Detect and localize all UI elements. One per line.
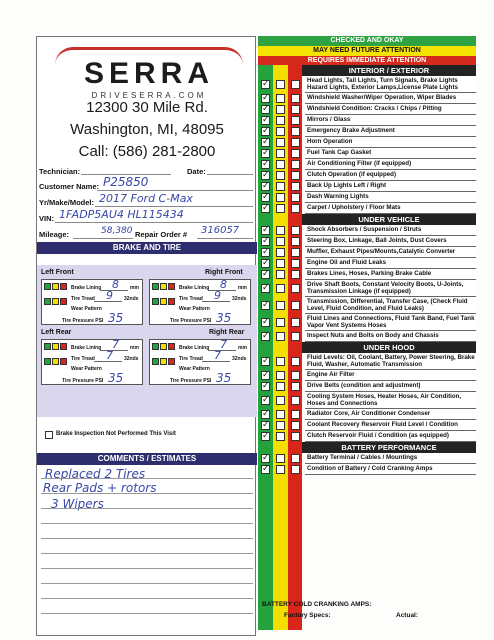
red-checkbox[interactable] bbox=[291, 138, 300, 147]
lf-lining-value[interactable]: 8 bbox=[112, 278, 119, 291]
vin-line bbox=[55, 222, 253, 223]
checklist-item bbox=[258, 314, 476, 331]
yellow-checkbox[interactable] bbox=[276, 371, 285, 380]
yellow-checkbox[interactable] bbox=[276, 105, 285, 114]
green-checkbox[interactable]: ✓ bbox=[262, 258, 270, 268]
rr-yellow-box[interactable] bbox=[160, 343, 167, 350]
rf-wear-label: Wear Pattern bbox=[179, 306, 210, 312]
comment-rule bbox=[41, 598, 253, 599]
comment-rule bbox=[41, 553, 253, 554]
checklist-panel bbox=[258, 36, 476, 630]
checklist-item-label: Air Conditioning Filter (if equipped) bbox=[305, 159, 476, 170]
checklist-item-label: Muffler, Exhaust Pipes/Mounts,Catalytic Converter bbox=[305, 247, 476, 258]
rr-psi-label: Tire Pressure PSI bbox=[170, 378, 212, 384]
left-front-label: Left Front bbox=[41, 269, 74, 276]
checklist-item-label: Dash Warning Lights bbox=[305, 192, 476, 203]
green-checkbox[interactable]: ✓ bbox=[262, 79, 270, 89]
comments-header: COMMENTS / ESTIMATES bbox=[37, 453, 257, 465]
green-checkbox[interactable]: ✓ bbox=[262, 356, 270, 366]
yellow-checkbox[interactable] bbox=[276, 160, 285, 169]
right-front-box bbox=[149, 279, 251, 325]
yellow-checkbox[interactable] bbox=[276, 270, 285, 279]
red-checkbox[interactable] bbox=[291, 454, 300, 463]
technician-label: Technician: bbox=[39, 167, 81, 176]
lr-red-box-2[interactable] bbox=[60, 358, 67, 365]
rf-lining-value[interactable]: 8 bbox=[220, 278, 227, 291]
rf-nds-label: 32nds bbox=[232, 296, 247, 302]
section-header: UNDER HOOD bbox=[302, 342, 476, 353]
red-checkbox[interactable] bbox=[291, 149, 300, 158]
ymm-line bbox=[95, 206, 253, 207]
checklist-item bbox=[258, 203, 476, 214]
checklist-item bbox=[258, 76, 476, 93]
repair-order-label: Repair Order # bbox=[135, 230, 188, 239]
yellow-checkbox[interactable] bbox=[276, 226, 285, 235]
rf-green-box-2[interactable] bbox=[152, 298, 159, 305]
lr-psi-label: Tire Pressure PSI bbox=[62, 378, 104, 384]
green-checkbox[interactable]: ✓ bbox=[262, 236, 270, 246]
checklist-item bbox=[258, 392, 476, 409]
lf-red-box[interactable] bbox=[60, 283, 67, 290]
red-checkbox[interactable] bbox=[291, 371, 300, 380]
left-front-box bbox=[41, 279, 143, 325]
checklist-item-label: Horn Operation bbox=[305, 137, 476, 148]
yellow-checkbox[interactable] bbox=[276, 149, 285, 158]
checklist-item bbox=[258, 353, 476, 370]
green-checkbox[interactable]: ✓ bbox=[262, 181, 270, 191]
yellow-checkbox[interactable] bbox=[276, 80, 285, 89]
legend-red: REQUIRES IMMEDIATE ATTENTION bbox=[258, 56, 476, 65]
checklist-item bbox=[258, 93, 476, 104]
lr-tread-label: Tire Tread bbox=[71, 356, 95, 362]
lr-nds-label: 32nds bbox=[124, 356, 139, 362]
comment-rule bbox=[41, 538, 253, 539]
checklist-item-label: Brakes Lines, Hoses, Parking Brake Cable bbox=[305, 269, 476, 280]
yellow-checkbox[interactable] bbox=[276, 454, 285, 463]
checklist-item-label: Battery Terminal / Cables / Mountings bbox=[305, 453, 476, 464]
yellow-checkbox[interactable] bbox=[276, 357, 285, 366]
red-checkbox[interactable] bbox=[291, 204, 300, 213]
lf-psi-value[interactable]: 35 bbox=[108, 311, 124, 325]
rr-wear-label: Wear Pattern bbox=[179, 366, 210, 372]
lf-wear-label: Wear Pattern bbox=[71, 306, 102, 312]
yellow-checkbox[interactable] bbox=[276, 138, 285, 147]
comment-line-2[interactable]: Rear Pads + rotors bbox=[43, 481, 157, 495]
battery-cca-title: BATTERY COLD CRANKING AMPS: bbox=[262, 601, 372, 608]
yellow-checkbox[interactable] bbox=[276, 248, 285, 257]
red-checkbox[interactable] bbox=[291, 248, 300, 257]
legend-green: CHECKED AND OKAY bbox=[258, 36, 476, 46]
checklist-item bbox=[258, 159, 476, 170]
yellow-checkbox[interactable] bbox=[276, 127, 285, 136]
comment-rule bbox=[41, 493, 253, 494]
logo-website: DRIVESERRA.COM bbox=[91, 91, 207, 100]
checklist-item-label: Coolant Recovery Reservoir Fluid Level / Condition bbox=[305, 420, 476, 431]
repair-order-line bbox=[197, 238, 253, 239]
yellow-checkbox[interactable] bbox=[276, 421, 285, 430]
address-line-2: Washington, MI, 48095 bbox=[70, 121, 224, 138]
comment-rule bbox=[41, 613, 253, 614]
rf-psi-value[interactable]: 35 bbox=[216, 311, 232, 325]
lf-tread-label: Tire Tread bbox=[71, 296, 95, 302]
checklist-item bbox=[258, 115, 476, 126]
red-checkbox[interactable] bbox=[291, 193, 300, 202]
red-checkbox[interactable] bbox=[291, 382, 300, 391]
section-header: UNDER VEHICLE bbox=[302, 214, 476, 225]
lr-mm-label: mm bbox=[130, 345, 139, 351]
rr-green-box[interactable] bbox=[152, 343, 159, 350]
rf-red-box-2[interactable] bbox=[168, 298, 175, 305]
checklist-item-label: Steering Box, Linkage, Ball Joints, Dust Covers bbox=[305, 236, 476, 247]
right-front-label: Right Front bbox=[205, 269, 243, 276]
green-checkbox[interactable]: ✓ bbox=[262, 395, 270, 405]
yellow-checkbox[interactable] bbox=[276, 193, 285, 202]
green-checkbox[interactable]: ✓ bbox=[262, 159, 270, 169]
green-checkbox[interactable]: ✓ bbox=[262, 225, 270, 235]
yellow-checkbox[interactable] bbox=[276, 396, 285, 405]
rf-red-box[interactable] bbox=[168, 283, 175, 290]
yellow-checkbox[interactable] bbox=[276, 259, 285, 268]
checklist-item-label: Engine Air Filter bbox=[305, 370, 476, 381]
checklist-item bbox=[258, 370, 476, 381]
yellow-checkbox[interactable] bbox=[276, 94, 285, 103]
red-checkbox[interactable] bbox=[291, 332, 300, 341]
red-checkbox[interactable] bbox=[291, 116, 300, 125]
left-rear-label: Left Rear bbox=[41, 329, 72, 336]
customer-value[interactable]: P25850 bbox=[103, 175, 149, 189]
red-checkbox[interactable] bbox=[291, 259, 300, 268]
lf-psi-label: Tire Pressure PSI bbox=[62, 318, 104, 324]
comment-rule bbox=[41, 478, 253, 479]
green-checkbox[interactable]: ✓ bbox=[262, 170, 270, 180]
lf-green-box[interactable] bbox=[44, 283, 51, 290]
yellow-checkbox[interactable] bbox=[276, 382, 285, 391]
lf-mm-label: mm bbox=[130, 285, 139, 291]
checklist-item-label: Shock Absorbers / Suspension / Struts bbox=[305, 225, 476, 236]
checklist-item-label: Windshield Washer/Wiper Operation, Wiper Blades bbox=[305, 93, 476, 104]
serra-logo bbox=[51, 47, 247, 100]
checklist-item-label: Cooling System Hoses, Heater Hoses, Air Condition, Hoses and Connections bbox=[305, 392, 476, 409]
comment-line-1[interactable]: Replaced 2 Tires bbox=[45, 467, 146, 481]
tire-section bbox=[37, 265, 257, 417]
red-checkbox[interactable] bbox=[291, 237, 300, 246]
green-checkbox[interactable]: ✓ bbox=[262, 247, 270, 257]
checklist-item bbox=[258, 225, 476, 236]
checklist-item-label: Inspect Nuts and Bolts on Body and Chassis bbox=[305, 331, 476, 342]
rr-red-box-2[interactable] bbox=[168, 358, 175, 365]
ymm-label: Yr/Make/Model: bbox=[39, 198, 95, 207]
lf-green-box-2[interactable] bbox=[44, 298, 51, 305]
green-checkbox[interactable]: ✓ bbox=[262, 93, 270, 103]
checklist-item-label: Emergency Brake Adjustment bbox=[305, 126, 476, 137]
rf-mm-label: mm bbox=[238, 285, 247, 291]
green-checkbox[interactable]: ✓ bbox=[262, 453, 270, 463]
red-checkbox[interactable] bbox=[291, 270, 300, 279]
comment-rule bbox=[41, 568, 253, 569]
green-checkbox[interactable]: ✓ bbox=[262, 420, 270, 430]
checklist-item bbox=[258, 126, 476, 137]
red-checkbox[interactable] bbox=[291, 301, 300, 310]
red-checkbox[interactable] bbox=[291, 396, 300, 405]
logo-name: SERRA bbox=[83, 57, 214, 90]
checklist-item-label: Back Up Lights Left / Right bbox=[305, 181, 476, 192]
yellow-checkbox[interactable] bbox=[276, 410, 285, 419]
rf-yellow-box[interactable] bbox=[160, 283, 167, 290]
checklist-item bbox=[258, 464, 476, 475]
section-header: BATTERY PERFORMANCE bbox=[302, 442, 476, 453]
red-checkbox[interactable] bbox=[291, 421, 300, 430]
checklist-item-label: Drive Belts (condition and adjustment) bbox=[305, 381, 476, 392]
red-checkbox[interactable] bbox=[291, 171, 300, 180]
red-checkbox[interactable] bbox=[291, 226, 300, 235]
green-checkbox[interactable]: ✓ bbox=[262, 203, 270, 213]
vin-label: VIN: bbox=[39, 214, 54, 223]
red-checkbox[interactable] bbox=[291, 432, 300, 441]
checklist-item-label: Windshield Condition: Cracks / Chips / Pitting bbox=[305, 104, 476, 115]
yellow-checkbox[interactable] bbox=[276, 116, 285, 125]
left-panel bbox=[36, 36, 256, 636]
lf-yellow-box[interactable] bbox=[52, 283, 59, 290]
checklist-item bbox=[258, 192, 476, 203]
yellow-checkbox[interactable] bbox=[276, 182, 285, 191]
brake-not-performed-label: Brake Inspection Not Performed This Visit bbox=[56, 431, 176, 437]
green-checkbox[interactable]: ✓ bbox=[262, 431, 270, 441]
comment-rule bbox=[41, 523, 253, 524]
brake-not-performed-checkbox[interactable] bbox=[45, 431, 53, 439]
rr-lining-value[interactable]: 7 bbox=[220, 338, 227, 351]
address-line-1: 12300 30 Mile Rd. bbox=[86, 99, 208, 116]
rf-yellow-box-2[interactable] bbox=[160, 298, 167, 305]
red-checkbox[interactable] bbox=[291, 80, 300, 89]
green-checkbox[interactable]: ✓ bbox=[262, 148, 270, 158]
red-checkbox[interactable] bbox=[291, 160, 300, 169]
green-checkbox[interactable]: ✓ bbox=[262, 283, 270, 293]
checklist-item bbox=[258, 280, 476, 297]
rr-mm-label: mm bbox=[238, 345, 247, 351]
rr-lining-label: Brake Lining bbox=[179, 345, 210, 351]
section-header: INTERIOR / EXTERIOR bbox=[302, 65, 476, 76]
repair-order-value[interactable]: 316057 bbox=[201, 225, 240, 236]
green-checkbox[interactable]: ✓ bbox=[262, 192, 270, 202]
green-checkbox[interactable]: ✓ bbox=[262, 126, 270, 136]
checklist-item bbox=[258, 269, 476, 280]
red-checkbox[interactable] bbox=[291, 105, 300, 114]
yellow-checkbox[interactable] bbox=[276, 432, 285, 441]
customer-line bbox=[97, 190, 253, 191]
red-checkbox[interactable] bbox=[291, 284, 300, 293]
comment-rule bbox=[41, 508, 253, 509]
yellow-checkbox[interactable] bbox=[276, 284, 285, 293]
lf-red-box-2[interactable] bbox=[60, 298, 67, 305]
yellow-checkbox[interactable] bbox=[276, 204, 285, 213]
actual-label: Actual: bbox=[396, 612, 419, 619]
rf-lining-label: Brake Lining bbox=[179, 285, 210, 291]
right-rear-box bbox=[149, 339, 251, 385]
right-rear-label: Right Rear bbox=[209, 329, 245, 336]
red-checkbox[interactable] bbox=[291, 410, 300, 419]
green-checkbox[interactable]: ✓ bbox=[262, 115, 270, 125]
red-checkbox[interactable] bbox=[291, 94, 300, 103]
green-checkbox[interactable]: ✓ bbox=[262, 269, 270, 279]
checklist-item-label: Clutch Operation (if equipped) bbox=[305, 170, 476, 181]
date-label: Date: bbox=[187, 167, 206, 176]
checklist-item-label: Transmission, Differential, Transfer Case, (Check Fluid Level, Fluid Condition, and Fluid Leaks) bbox=[305, 297, 476, 314]
checklist-item-label: Head Lights, Tail Lights, Turn Signals, Brake Lights Hazard Lights, Exterior Lamps,License Plate Lights bbox=[305, 76, 476, 93]
yellow-checkbox[interactable] bbox=[276, 237, 285, 246]
checklist-item-label: Mirrors / Glass bbox=[305, 115, 476, 126]
lr-green-box[interactable] bbox=[44, 343, 51, 350]
yellow-checkbox[interactable] bbox=[276, 318, 285, 327]
checklist-item-label: Fluid Lines and Connections, Fluid Tank Band, Fuel Tank Vapor Vent Systems Hoses bbox=[307, 314, 475, 329]
checklist-item bbox=[258, 453, 476, 464]
yellow-checkbox[interactable] bbox=[276, 301, 285, 310]
lr-lining-value[interactable]: 7 bbox=[112, 338, 119, 351]
mileage-line bbox=[73, 238, 133, 239]
lf-nds-label: 32nds bbox=[124, 296, 139, 302]
lf-lining-label: Brake Lining bbox=[71, 285, 102, 291]
lr-red-box[interactable] bbox=[60, 343, 67, 350]
checklist-item-label: Fluid Levels: Oil, Coolant, Battery, Power Steering, Brake Fluid, Washer, Automatic Transmission bbox=[307, 353, 475, 368]
yellow-checkbox[interactable] bbox=[276, 332, 285, 341]
lr-wear-label: Wear Pattern bbox=[71, 366, 102, 372]
lr-tread-value[interactable]: 7 bbox=[106, 349, 113, 362]
rr-psi-value[interactable]: 35 bbox=[216, 371, 232, 385]
rf-tread-label: Tire Tread bbox=[179, 296, 203, 302]
lf-tread-value[interactable]: 9 bbox=[106, 289, 113, 302]
checklist-item bbox=[258, 431, 476, 442]
mileage-value[interactable]: 58,380 bbox=[101, 226, 133, 236]
red-checkbox[interactable] bbox=[291, 318, 300, 327]
checklist-item-label: Condition of Battery / Cold Cranking Amps bbox=[305, 464, 476, 475]
factory-specs-label: Factory Specs: bbox=[284, 612, 331, 619]
checklist-item-label: Drive Shaft Boots, Constant Velocity Boots, U-Joints, Transmission Linkage (if equipped) bbox=[305, 280, 476, 297]
checklist-item-label: Clutch Reservoir Fluid / Condition (as equipped) bbox=[305, 431, 476, 442]
vin-value[interactable]: 1FADP5AU4 HL115434 bbox=[59, 208, 184, 221]
rr-yellow-box-2[interactable] bbox=[160, 358, 167, 365]
yellow-checkbox[interactable] bbox=[276, 171, 285, 180]
checklist-item-label: Radiator Core, Air Conditioner Condenser bbox=[305, 409, 476, 420]
yellow-checkbox[interactable] bbox=[276, 465, 285, 474]
lr-lining-label: Brake Lining bbox=[71, 345, 102, 351]
checklist-item bbox=[258, 137, 476, 148]
rr-tread-value[interactable]: 7 bbox=[214, 349, 221, 362]
checklist-item bbox=[258, 170, 476, 181]
checklist-item bbox=[258, 181, 476, 192]
green-checkbox[interactable]: ✓ bbox=[262, 300, 270, 310]
green-checkbox[interactable]: ✓ bbox=[262, 137, 270, 147]
checklist-item bbox=[258, 409, 476, 420]
green-checkbox[interactable]: ✓ bbox=[262, 317, 270, 327]
ymm-value[interactable]: 2017 Ford C-Max bbox=[99, 192, 193, 205]
mileage-label: Mileage: bbox=[39, 230, 70, 239]
checklist-item bbox=[258, 297, 476, 314]
comment-rule bbox=[41, 583, 253, 584]
checklist-item bbox=[258, 258, 476, 269]
checklist-item bbox=[258, 148, 476, 159]
rf-psi-label: Tire Pressure PSI bbox=[170, 318, 212, 324]
checklist-item-label: Engine Oil and Fluid Leaks bbox=[305, 258, 476, 269]
green-checkbox[interactable]: ✓ bbox=[262, 409, 270, 419]
rr-tread-label: Tire Tread bbox=[179, 356, 203, 362]
checklist-item bbox=[258, 104, 476, 115]
customer-label: Customer Name: bbox=[39, 182, 100, 191]
legend-yellow: MAY NEED FUTURE ATTENTION bbox=[258, 46, 476, 56]
red-checkbox[interactable] bbox=[291, 465, 300, 474]
lr-psi-value[interactable]: 35 bbox=[108, 371, 124, 385]
checklist-item bbox=[258, 381, 476, 392]
red-checkbox[interactable] bbox=[291, 127, 300, 136]
red-checkbox[interactable] bbox=[291, 182, 300, 191]
brake-tire-header: BRAKE AND TIRE bbox=[37, 242, 257, 254]
green-checkbox[interactable]: ✓ bbox=[262, 464, 270, 474]
checklist-item bbox=[258, 236, 476, 247]
lr-yellow-box-2[interactable] bbox=[52, 358, 59, 365]
green-checkbox[interactable]: ✓ bbox=[262, 331, 270, 341]
checklist-item bbox=[258, 331, 476, 342]
rr-green-box-2[interactable] bbox=[152, 358, 159, 365]
green-checkbox[interactable]: ✓ bbox=[262, 370, 270, 380]
green-checkbox[interactable]: ✓ bbox=[262, 381, 270, 391]
lf-yellow-box-2[interactable] bbox=[52, 298, 59, 305]
checklist-item bbox=[258, 420, 476, 431]
rr-red-box[interactable] bbox=[168, 343, 175, 350]
checklist-item-label: Fuel Tank Cap Gasket bbox=[305, 148, 476, 159]
green-checkbox[interactable]: ✓ bbox=[262, 104, 270, 114]
rf-green-box[interactable] bbox=[152, 283, 159, 290]
lr-yellow-box[interactable] bbox=[52, 343, 59, 350]
red-checkbox[interactable] bbox=[291, 357, 300, 366]
date-line[interactable] bbox=[207, 174, 253, 175]
rf-tread-value[interactable]: 9 bbox=[214, 289, 221, 302]
lr-green-box-2[interactable] bbox=[44, 358, 51, 365]
checklist-item-label: Carpet / Upholstery / Floor Mats bbox=[305, 203, 476, 214]
left-rear-box bbox=[41, 339, 143, 385]
comment-line-3[interactable]: 3 Wipers bbox=[51, 497, 104, 511]
checklist-item bbox=[258, 247, 476, 258]
rr-nds-label: 32nds bbox=[232, 356, 247, 362]
phone-number: Call: (586) 281-2800 bbox=[78, 143, 216, 160]
